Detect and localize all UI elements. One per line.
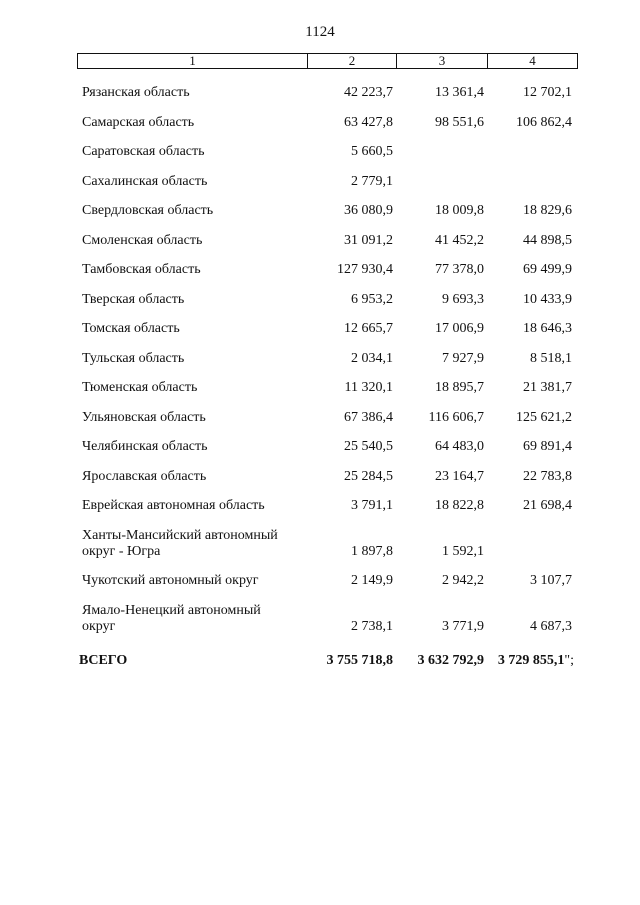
value-col4: 8 518,1 — [530, 350, 572, 366]
region-name-line: Самарская область — [82, 114, 195, 130]
table-row — [0, 528, 640, 560]
value-col3: 2 942,2 — [442, 573, 484, 588]
value-col3: 18 822,8 — [435, 498, 484, 513]
value-col2: 6 953,2 — [351, 291, 393, 307]
page-number: 1124 — [305, 24, 335, 40]
value-col2: 31 091,2 — [344, 232, 393, 248]
value-col2: 63 427,8 — [344, 114, 393, 130]
value-col3: 1 592,1 — [442, 543, 484, 559]
value-col2: 67 386,4 — [344, 409, 393, 425]
value-col3: 98 551,6 — [435, 114, 484, 130]
value-col4: 21 698,4 — [523, 498, 572, 513]
table-row — [0, 233, 640, 249]
value-col3: 9 693,3 — [442, 291, 484, 307]
region-name — [82, 203, 312, 219]
value-col2: 11 320,1 — [344, 380, 393, 395]
region-name — [82, 321, 312, 337]
value-col3: 18 009,8 — [435, 203, 484, 218]
region-name — [82, 144, 312, 160]
closing-quote: "; — [564, 653, 574, 668]
value-col2: 3 791,1 — [351, 498, 393, 513]
region-name-line: Ханты-Мансийский автономный — [82, 527, 278, 543]
value-col4: 69 891,4 — [523, 439, 572, 454]
column-number-2: 2 — [308, 54, 397, 68]
value-col4: 106 862,4 — [516, 114, 572, 130]
table-row — [0, 603, 640, 635]
region-name-line: Сахалинская область — [82, 173, 208, 189]
value-col2: 36 080,9 — [344, 203, 393, 218]
value-col3: 23 164,7 — [435, 468, 484, 484]
table-row — [0, 262, 640, 278]
region-name — [82, 603, 312, 635]
value-col3: 17 006,9 — [435, 321, 484, 336]
value-col4: 3 107,7 — [530, 573, 572, 588]
value-col4: 18 646,3 — [523, 321, 572, 336]
region-name — [82, 85, 312, 101]
region-name-line: Смоленская область — [82, 232, 203, 248]
table-row — [0, 498, 640, 514]
region-name — [82, 174, 312, 190]
value-col2: 2 034,1 — [351, 350, 393, 366]
region-name-line: Тюменская область — [82, 380, 198, 395]
value-col3: 13 361,4 — [435, 85, 484, 100]
table-row — [0, 174, 640, 190]
table-row — [0, 573, 640, 589]
value-col2: 25 540,5 — [344, 439, 393, 454]
region-name-line: Рязанская область — [82, 85, 190, 100]
region-name-line: Ярославская область — [82, 468, 207, 484]
region-name-line: Свердловская область — [82, 203, 214, 218]
value-col2: 25 284,5 — [344, 468, 393, 484]
value-col4: 4 687,3 — [530, 618, 572, 634]
region-name — [82, 292, 312, 308]
region-name — [82, 469, 312, 485]
value-col4: 10 433,9 — [523, 291, 572, 307]
value-col4: 12 702,1 — [523, 85, 572, 100]
value-col3: 18 895,7 — [435, 380, 484, 395]
region-name — [82, 573, 312, 589]
value-col4: 69 499,9 — [523, 262, 572, 277]
region-name-line: Еврейская автономная область — [82, 498, 265, 513]
region-name — [82, 528, 312, 560]
table-row — [0, 115, 640, 131]
value-col3: 116 606,7 — [428, 409, 484, 425]
region-name-line: Челябинская область — [82, 439, 208, 454]
region-name-line: Томская область — [82, 321, 180, 336]
region-name — [82, 410, 312, 426]
region-name — [82, 351, 312, 367]
value-col2: 2 149,9 — [351, 573, 393, 588]
region-name-line: округ — [82, 618, 116, 634]
region-name — [82, 498, 312, 514]
table-row — [0, 85, 640, 101]
value-col3: 3 771,9 — [442, 618, 484, 634]
value-col3: 7 927,9 — [442, 350, 484, 366]
region-name — [82, 233, 312, 249]
value-col2: 127 930,4 — [337, 262, 393, 277]
table-row — [0, 321, 640, 337]
value-col4: 18 829,6 — [523, 203, 572, 218]
region-name-line: Ульяновская область — [82, 409, 206, 425]
total-value-col3: 3 632 792,9 — [417, 653, 484, 668]
column-number-header — [77, 53, 578, 69]
table-row — [0, 410, 640, 426]
value-col3: 41 452,2 — [435, 232, 484, 248]
value-col2: 42 223,7 — [344, 85, 393, 100]
region-name — [82, 439, 312, 455]
value-col2: 12 665,7 — [344, 321, 393, 336]
region-name-line: Тульская область — [82, 350, 185, 366]
table-row — [0, 144, 640, 160]
region-name-line: Тверская область — [82, 291, 185, 307]
region-name-line: Чукотский автономный округ — [82, 573, 259, 588]
region-name — [82, 262, 312, 278]
region-name-line: округ - Югра — [82, 543, 161, 559]
table-row — [0, 380, 640, 396]
region-name-line: Тамбовская область — [82, 262, 201, 277]
column-number-4: 4 — [529, 53, 536, 68]
value-col4: 22 783,8 — [523, 468, 572, 484]
table-row — [0, 351, 640, 367]
region-name — [82, 380, 312, 396]
table-row — [0, 292, 640, 308]
value-col2: 2 779,1 — [351, 173, 393, 189]
region-name — [82, 115, 312, 131]
value-col4: 125 621,2 — [516, 409, 572, 425]
value-col4: 21 381,7 — [523, 380, 572, 395]
total-value-col2: 3 755 718,8 — [326, 653, 393, 668]
value-col2: 1 897,8 — [351, 543, 393, 559]
table-row — [0, 439, 640, 455]
region-name-line: Саратовская область — [82, 144, 205, 159]
column-number-3: 3 — [397, 54, 488, 68]
value-col4: 44 898,5 — [523, 232, 572, 248]
table-row — [0, 469, 640, 485]
value-col3: 64 483,0 — [435, 439, 484, 454]
total-label: ВСЕГО — [79, 653, 128, 668]
value-col2: 2 738,1 — [351, 618, 393, 634]
column-number-1: 1 — [78, 54, 308, 68]
total-value-col4: 3 729 855,1"; — [497, 653, 574, 668]
region-name-line: Ямало-Ненецкий автономный — [82, 602, 261, 618]
value-col2: 5 660,5 — [351, 144, 393, 159]
value-col3: 77 378,0 — [435, 262, 484, 277]
table-row — [0, 203, 640, 219]
